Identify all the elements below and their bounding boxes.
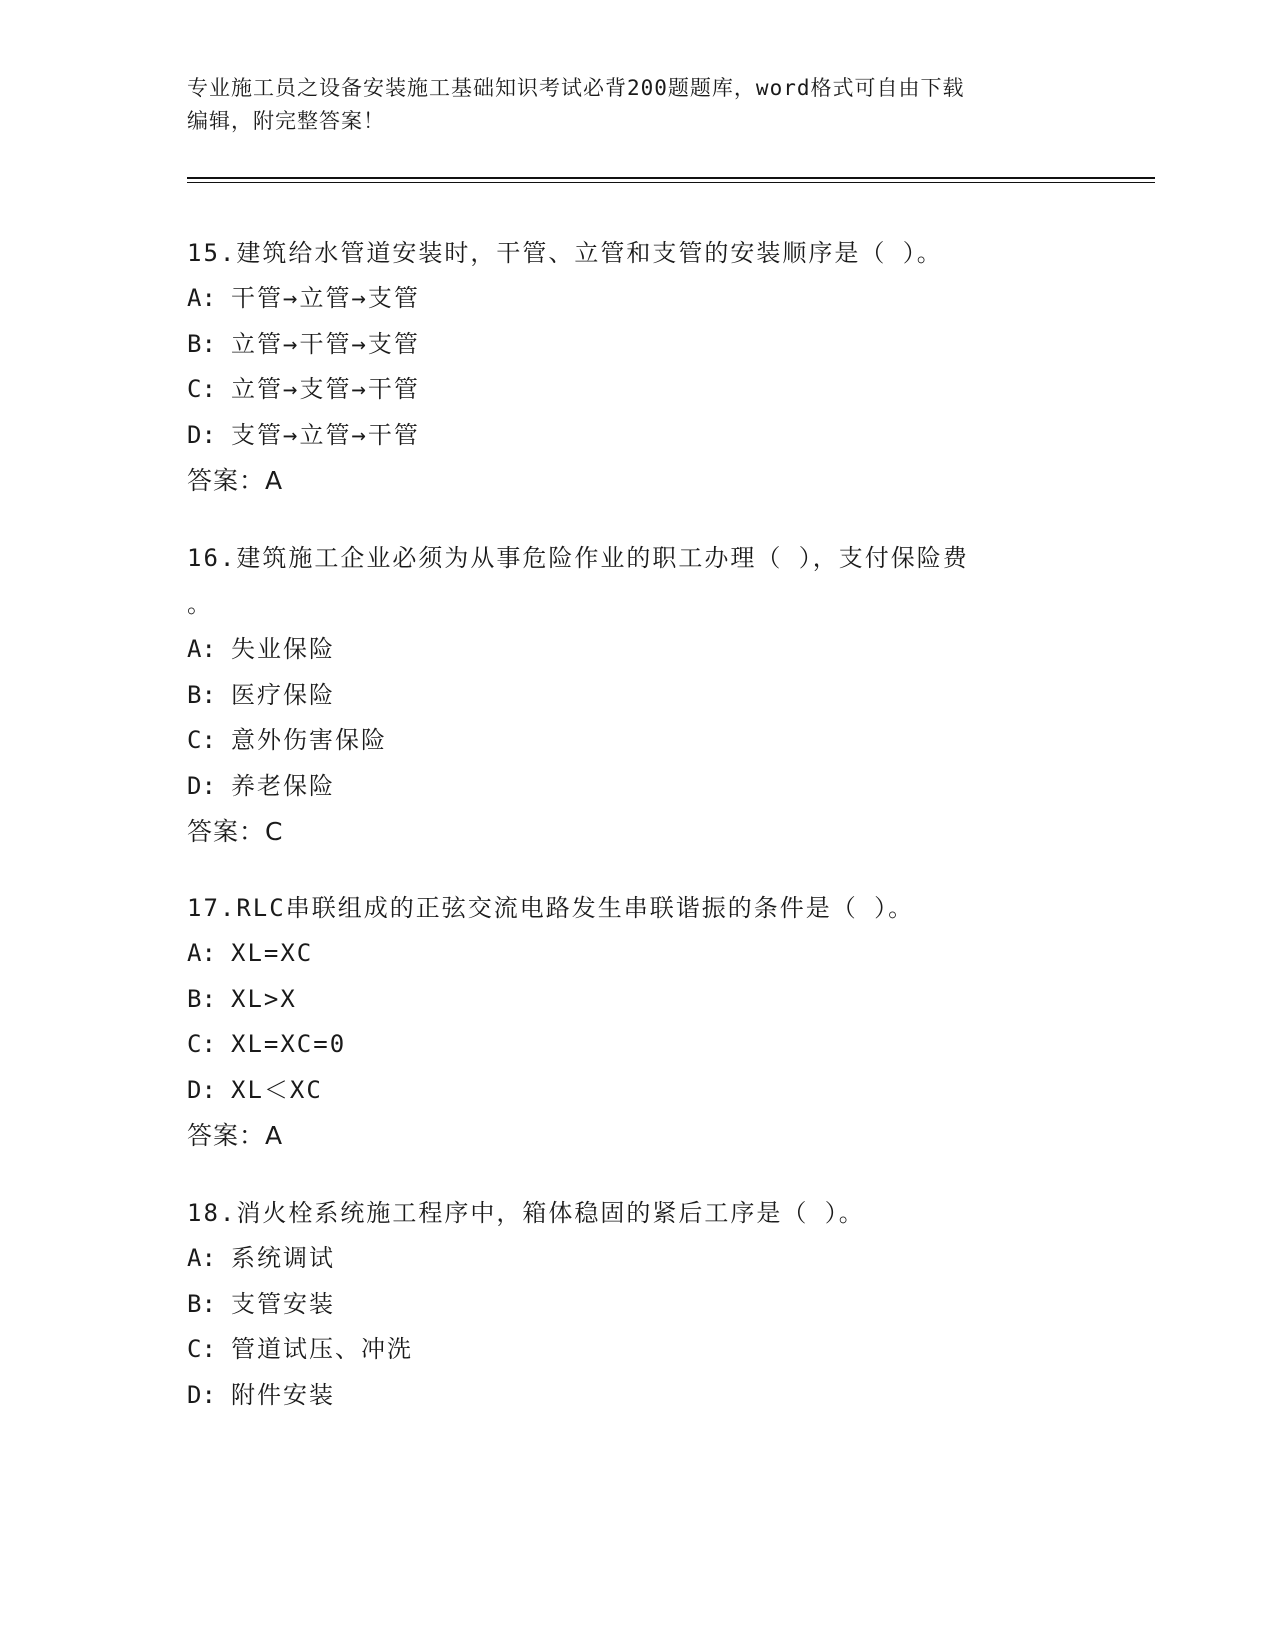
option-a bbox=[187, 1236, 1087, 1282]
answer-line: 答案：A bbox=[187, 466, 284, 495]
option-letter: A: bbox=[187, 284, 216, 312]
option-c bbox=[187, 1327, 1087, 1373]
option-letter: D: bbox=[187, 420, 216, 449]
option-text: 立管→支管→干管 bbox=[231, 375, 420, 403]
option-c bbox=[187, 718, 1087, 764]
option-text: 管道试压、冲洗 bbox=[231, 1335, 413, 1363]
option-letter: C: bbox=[187, 1030, 216, 1058]
option-c bbox=[187, 1022, 1087, 1068]
header-line-2: 编辑，附完整答案！ bbox=[187, 109, 385, 133]
question-18 bbox=[187, 1190, 1087, 1418]
option-letter: D: bbox=[187, 771, 216, 800]
question-stem: 17.RLC串联组成的正弦交流电路发生串联谐振的条件是（ ）。 bbox=[187, 894, 915, 922]
header-divider-thick bbox=[187, 177, 1155, 179]
option-d bbox=[187, 1373, 1087, 1419]
option-b bbox=[187, 673, 1087, 719]
option-letter: B: bbox=[187, 329, 216, 358]
option-letter: C: bbox=[187, 1335, 216, 1363]
option-b bbox=[187, 977, 1087, 1023]
answer-line: 答案：C bbox=[187, 817, 284, 846]
option-text: 立管→干管→支管 bbox=[231, 329, 420, 358]
question-stem: 15.建筑给水管道安装时，干管、立管和支管的安装顺序是（ ）。 bbox=[187, 239, 943, 267]
option-text: 附件安装 bbox=[231, 1380, 335, 1409]
option-text: XL＜XC bbox=[231, 1075, 323, 1104]
option-letter: A: bbox=[187, 939, 216, 967]
header-divider-thin bbox=[187, 182, 1155, 183]
option-a bbox=[187, 931, 1087, 977]
option-letter: A: bbox=[187, 1244, 216, 1272]
question-15 bbox=[187, 230, 1087, 504]
option-c bbox=[187, 367, 1087, 413]
question-stem-continuation: 。 bbox=[187, 590, 211, 618]
option-text: 干管→立管→支管 bbox=[231, 284, 420, 312]
option-b bbox=[187, 1282, 1087, 1328]
option-letter: A: bbox=[187, 635, 216, 663]
option-d bbox=[187, 413, 1087, 459]
question-stem: 18.消火栓系统施工程序中，箱体稳固的紧后工序是（ ）。 bbox=[187, 1199, 865, 1227]
document-header bbox=[187, 72, 1087, 138]
option-b bbox=[187, 322, 1087, 368]
option-d bbox=[187, 764, 1087, 810]
option-letter: D: bbox=[187, 1380, 216, 1409]
option-text: 医疗保险 bbox=[231, 680, 335, 709]
option-text: XL=XC=0 bbox=[231, 1030, 347, 1058]
option-text: 支管安装 bbox=[231, 1289, 335, 1318]
option-text: 意外伤害保险 bbox=[231, 726, 387, 754]
option-text: 系统调试 bbox=[231, 1244, 335, 1272]
option-letter: B: bbox=[187, 680, 216, 709]
option-letter: C: bbox=[187, 726, 216, 754]
option-text: 养老保险 bbox=[231, 771, 335, 800]
option-letter: D: bbox=[187, 1075, 216, 1104]
option-text: 失业保险 bbox=[231, 635, 335, 663]
question-17 bbox=[187, 885, 1087, 1159]
option-letter: B: bbox=[187, 984, 216, 1013]
option-a bbox=[187, 627, 1087, 673]
option-a bbox=[187, 276, 1087, 322]
option-letter: B: bbox=[187, 1289, 216, 1318]
option-text: XL=XC bbox=[231, 939, 314, 967]
header-line-1: 专业施工员之设备安装施工基础知识考试必背200题题库，word格式可自由下载 bbox=[187, 76, 965, 100]
option-letter: C: bbox=[187, 375, 216, 403]
option-d bbox=[187, 1068, 1087, 1114]
question-stem: 16.建筑施工企业必须为从事危险作业的职工办理（ ），支付保险费 bbox=[187, 544, 969, 572]
answer-line: 答案：A bbox=[187, 1121, 284, 1150]
option-text: XL>X bbox=[231, 984, 297, 1013]
question-16 bbox=[187, 535, 1087, 855]
option-text: 支管→立管→干管 bbox=[231, 420, 420, 449]
